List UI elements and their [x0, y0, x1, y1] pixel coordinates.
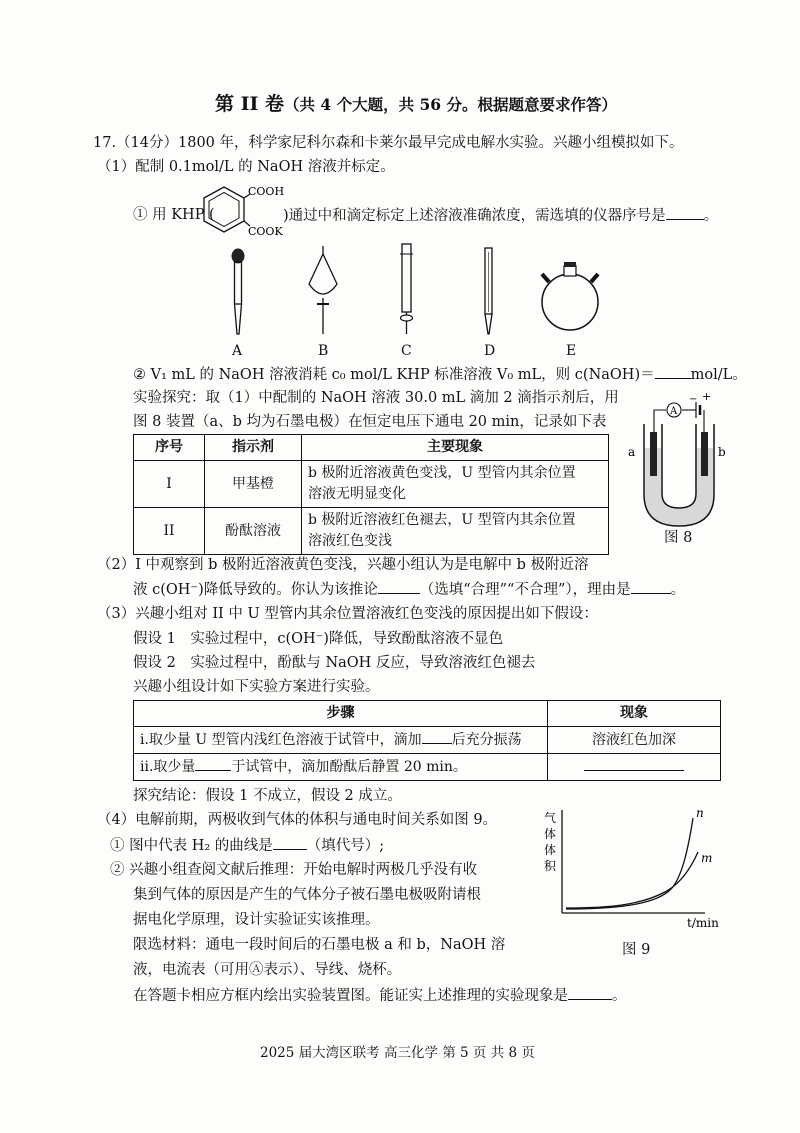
- q17-4-line4: 集到气体的原因是产生的气体分子被石墨电极吸附请根: [133, 887, 481, 903]
- answer-blank-6[interactable]: [195, 756, 231, 771]
- section-title: [215, 94, 617, 115]
- q17-4-end: 。: [612, 988, 627, 1004]
- y-axis-label: 体: [544, 827, 557, 841]
- q17-2-text: 液 c(OH⁻)降低导致的。你认为该推论: [133, 582, 378, 598]
- three-neck-flask-icon: [542, 262, 598, 330]
- battery-minus: −: [689, 394, 698, 405]
- table-header: 主要现象: [302, 435, 609, 461]
- y-axis-label: 体: [544, 843, 557, 857]
- q17-4-text-b: （填代号）;: [306, 838, 385, 854]
- table-header: 指示剂: [205, 435, 302, 461]
- electrode-b: [701, 432, 708, 476]
- hypothesis-1: 假设 1 实验过程中，c(OH⁻)降低，导致酚酞溶液不显色: [133, 631, 503, 647]
- curve-n-label: n: [696, 806, 704, 820]
- q17-intro: 17.（14分）1800 年，科学家尼科尔森和卡莱尔最早完成电解水实验。兴趣小组模拟如下。: [93, 135, 684, 151]
- q17-4-text-c: 在答题卡相应方框内绘出实验装置图。能证实上述推理的实验现象是: [133, 988, 568, 1004]
- table-row: [134, 461, 609, 508]
- conclusion: 探究结论：假设 1 不成立，假设 2 成立。: [133, 788, 402, 804]
- table-cell-no: I: [134, 461, 205, 508]
- step-text: ii.取少量: [140, 759, 196, 775]
- electrode-b-label: b: [718, 445, 726, 459]
- q17-1-1-start: ① 用 KHP (: [133, 207, 215, 223]
- answer-blank-1[interactable]: [666, 205, 704, 220]
- dropper-icon: [232, 249, 245, 335]
- figure-9-caption: 图 9: [622, 942, 651, 958]
- q17-3-line1: （3）兴趣小组对 II 中 U 型管内其余位置溶液红色变浅的原因提出如下假设：: [97, 606, 598, 622]
- battery-plus: +: [702, 390, 712, 403]
- q17-part1: （1）配制 0.1mol/L 的 NaOH 溶液并标定。: [97, 159, 395, 175]
- q17-4-line8: [133, 985, 627, 1006]
- curve-n: [566, 818, 693, 909]
- instrument-label-b: B: [318, 343, 329, 359]
- table-cell-indicator: 酚酞溶液: [205, 508, 302, 555]
- figure-8-u-tube: [624, 392, 728, 532]
- electrode-a-label: a: [628, 445, 636, 459]
- page-footer: 2025 届大湾区联考 高三化学 第 5 页 共 8 页: [260, 1045, 535, 1061]
- experiment-table: [133, 700, 721, 781]
- q17-4-line1: （4）电解前期，两极收到气体的体积与通电时间关系如图 9。: [97, 812, 498, 828]
- step-text: i.取少量 U 型管内浅红色溶液于试管中，滴加: [140, 732, 422, 748]
- electrode-a: [650, 432, 657, 476]
- table-header-row: [134, 701, 721, 727]
- curve-m: [566, 852, 698, 908]
- x-axis-label: t/min: [687, 916, 719, 930]
- table-cell-no: II: [134, 508, 205, 555]
- khp-cooh-label: COOH: [248, 185, 285, 198]
- q17-3-design: 兴趣小组设计如下实验方案进行实验。: [133, 679, 380, 695]
- q17-2-text-b: （选填“合理”“不合理”），理由是: [419, 582, 631, 598]
- table-cell-step: [134, 754, 548, 781]
- q17-2-line2: [133, 579, 685, 600]
- table-row: [134, 508, 609, 555]
- table-cell-step: [134, 727, 548, 754]
- explore-line-1: 实验探究：取（1）中配制的 NaOH 溶液 30.0 mL 滴加 2 滴指示剂后，用: [133, 390, 619, 406]
- instrument-label-e: E: [566, 343, 577, 359]
- ammeter-label: A: [670, 406, 678, 417]
- q17-1-1-end: 。: [703, 208, 719, 224]
- table-cell-phenomenon: [548, 754, 721, 781]
- q17-4-line5: 据电化学原理，设计实验证实该推理。: [133, 912, 380, 928]
- answer-blank-4[interactable]: [631, 579, 671, 594]
- section-title-note: （共 4 个大题，共 56 分。根据题意要求作答）: [284, 95, 617, 114]
- instrument-label-a: A: [232, 343, 243, 359]
- phenomenon-line: b 极附近溶液黄色变浅，U 型管内其余位置: [308, 465, 576, 481]
- table-header: 现象: [548, 701, 721, 727]
- table-header-row: [134, 435, 609, 461]
- answer-blank-5[interactable]: [422, 729, 452, 744]
- instrument-label-d: D: [484, 343, 496, 359]
- table-header: 步骤: [134, 701, 548, 727]
- answer-blank-7[interactable]: [584, 756, 684, 771]
- y-axis-label: 气: [544, 811, 557, 825]
- phenomenon-line: 溶液红色变浅: [308, 533, 392, 549]
- instrument-label-c: C: [401, 343, 412, 359]
- answer-blank-9[interactable]: [568, 985, 612, 1000]
- table-header: 序号: [134, 435, 205, 461]
- q17-4-line7: 液，电流表（可用Ⓐ表示）、导线、烧杯。: [133, 962, 402, 978]
- phenomenon-line: b 极附近溶液红色褪去，U 型管内其余位置: [308, 512, 576, 528]
- step-text-b: 于试管中，滴加酚酞后静置 20 min。: [231, 759, 467, 775]
- answer-blank-3[interactable]: [378, 579, 420, 594]
- answer-blank-8[interactable]: [273, 835, 307, 850]
- q17-2-end: 。: [670, 582, 686, 598]
- results-table: [133, 434, 609, 555]
- answer-blank-2[interactable]: [655, 364, 691, 379]
- burette-icon: [400, 244, 413, 334]
- q17-1-2-end: mol/L。: [690, 367, 747, 383]
- figure-9-graph: [540, 800, 730, 930]
- q17-4-line6: 限选材料：通电一段时间后的石墨电极 a 和 b，NaOH 溶: [133, 937, 506, 953]
- benzene-ring: [204, 187, 244, 232]
- q17-4-line3: ② 兴趣小组查阅文献后推理：开始电解时两极几乎没有收: [110, 862, 478, 878]
- hypothesis-2: 假设 2 实验过程中，酚酞与 NaOH 反应，导致溶液红色褪去: [133, 655, 536, 671]
- q17-1-2-text: ② V₁ mL 的 NaOH 溶液消耗 c₀ mol/L KHP 标准溶液 V₀ mL，则 c(NaOH)＝: [133, 367, 655, 383]
- section-title-juan: 第 II 卷: [215, 93, 285, 115]
- phenomenon-line: 溶液无明显变化: [308, 486, 406, 502]
- pipette-icon: [485, 248, 492, 334]
- khp-structure: [190, 184, 285, 240]
- q17-4-text: ① 图中代表 H₂ 的曲线是: [110, 838, 273, 854]
- khp-cook-label: COOK: [248, 225, 283, 238]
- figure-8-caption: 图 8: [664, 530, 693, 546]
- instruments-figure: [200, 242, 600, 342]
- table-row: [134, 727, 721, 754]
- curve-m-label: m: [701, 851, 713, 865]
- q17-1-2: [133, 364, 747, 385]
- table-cell-indicator: 甲基橙: [205, 461, 302, 508]
- benzene-inner-ring: [209, 193, 239, 227]
- q17-2-line1: （2）I 中观察到 b 极附近溶液黄色变浅，兴趣小组认为是电解中 b 极附近溶: [97, 557, 589, 573]
- separatory-funnel-icon: [309, 246, 337, 334]
- table-row: [134, 754, 721, 781]
- q17-1-1-rest: [283, 205, 718, 226]
- q17-4-line2: [110, 835, 384, 856]
- q17-1-1-text: )通过中和滴定标定上述溶液准确浓度，需选填的仪器序号是: [283, 208, 666, 224]
- table-cell-phenomenon: [302, 508, 609, 555]
- y-axis-label: 积: [544, 859, 557, 873]
- table-cell-phenomenon: 溶液红色加深: [548, 727, 721, 754]
- step-text-b: 后充分振荡: [451, 732, 522, 748]
- table-cell-phenomenon: [302, 461, 609, 508]
- explore-line-2: 图 8 装置（a、b 均为石墨电极）在恒定电压下通电 20 min，记录如下表: [133, 414, 607, 430]
